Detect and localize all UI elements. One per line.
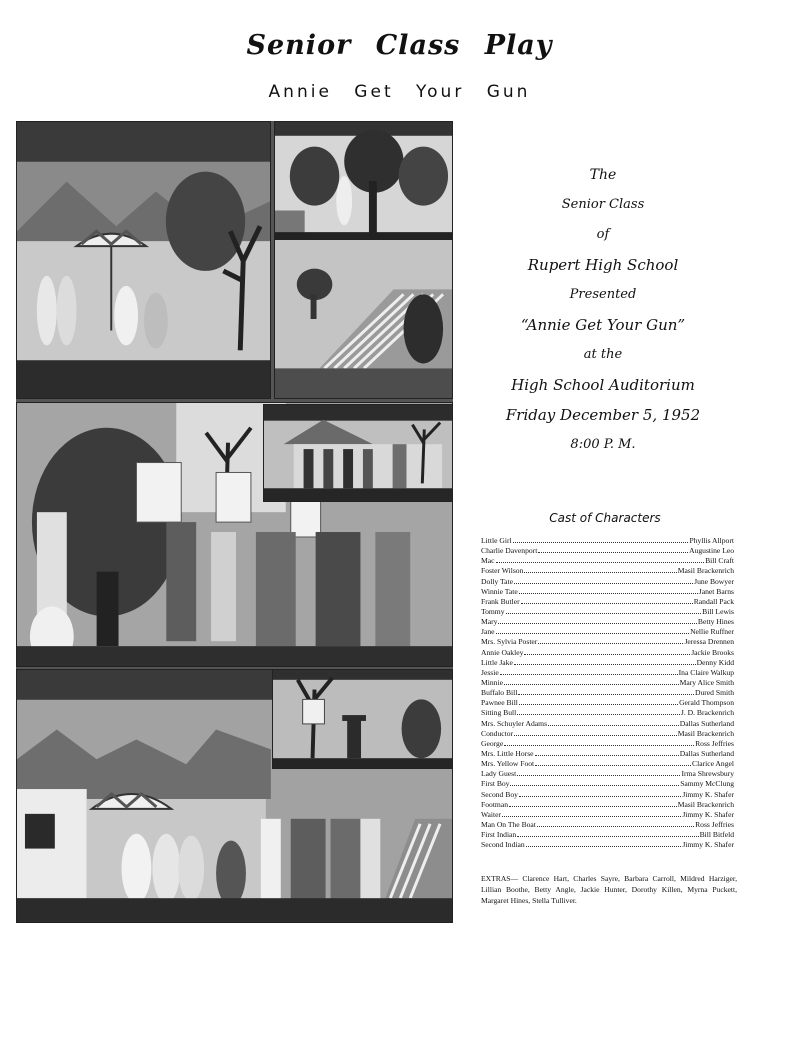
cast-role: Pawnee Bill <box>481 698 518 708</box>
leader-dots <box>535 759 691 766</box>
leader-dots <box>517 830 698 837</box>
cast-row <box>481 546 734 556</box>
cast-actor: Dured Smith <box>694 688 734 698</box>
cast-role: Mac <box>481 556 495 566</box>
announcement-line: Senior Class <box>561 197 645 212</box>
cast-actor: Denny Kidd <box>696 657 734 667</box>
cast-role: Minnie <box>481 677 503 687</box>
cast-actor: Dallas Sutherland <box>679 748 734 758</box>
leader-dots <box>538 546 688 553</box>
cast-role: First Boy <box>481 779 510 789</box>
cast-actor: Bill Bitfeld <box>699 830 734 840</box>
cast-row <box>481 566 734 576</box>
cast-actor: Ina Claire Walkup <box>678 667 734 677</box>
cast-row <box>481 597 734 607</box>
cast-row <box>481 648 734 658</box>
cast-role: Mrs. Yellow Foot <box>481 759 535 769</box>
announcement-line: at the <box>583 347 623 362</box>
cast-actor: J. D. Brackenrich <box>680 708 734 718</box>
cast-row <box>481 769 734 779</box>
leader-dots <box>496 556 705 563</box>
cast-row <box>481 719 734 729</box>
cast-actor: Jeressa Drennen <box>684 637 734 647</box>
cast-row <box>481 759 734 769</box>
cast-role: Lady Guest <box>481 769 517 779</box>
cast-role: Little Girl <box>481 536 512 545</box>
cast-row <box>481 637 734 647</box>
cast-actor: Masil Brackenrich <box>677 799 734 809</box>
leader-dots <box>500 668 678 675</box>
cast-actor: Janet Barns <box>698 586 734 596</box>
play-announcement <box>468 160 738 460</box>
leader-dots <box>526 840 682 847</box>
leader-dots <box>504 739 694 746</box>
cast-row <box>481 556 734 566</box>
photo-umbrella-scene <box>16 121 271 399</box>
play-subtitle: Annie Get Your Gun <box>268 82 531 102</box>
cast-extras: EXTRAS— Clarence Hart, Charles Sayre, Barbara Carroll, Mildred Harziger, Lillian Boothe, Betty Angle, Jackie Hunter, Dorothy Killen, Myrna Puckett, Margaret Hines, Stella Tulliver. <box>481 874 737 905</box>
leader-dots <box>521 597 693 604</box>
cast-row <box>481 587 734 597</box>
cast-actor: Dallas Sutherland <box>679 718 734 728</box>
photo-group-scene <box>263 404 453 502</box>
cast-actor: Jimmy K. Shafer <box>682 789 734 799</box>
leader-dots <box>535 749 679 756</box>
leader-dots <box>537 820 694 827</box>
cast-row <box>481 800 734 810</box>
cast-actor: Jimmy K. Shafer <box>682 809 734 819</box>
cast-list <box>481 536 734 850</box>
photo-fence-scene <box>274 239 453 399</box>
announcement-line: High School Auditorium <box>511 376 695 394</box>
cast-role: Second Boy <box>481 789 518 799</box>
cast-role: Mrs. Little Horse <box>481 748 534 758</box>
leader-dots <box>514 729 677 736</box>
cast-actor: Ross Jeffries <box>695 738 734 748</box>
cast-row <box>481 577 734 587</box>
cast-actor: Betty Hines <box>697 617 734 627</box>
cast-role: Conductor <box>481 728 514 738</box>
announcement-line: 8:00 P. M. <box>570 437 636 452</box>
leader-dots <box>514 658 696 665</box>
leader-dots <box>524 648 690 655</box>
cast-role: Dolly Tate <box>481 576 514 586</box>
cast-actor: Mary Alice Smith <box>679 677 734 687</box>
announcement-line: Friday December 5, 1952 <box>505 406 701 424</box>
cast-role: Mary <box>481 617 498 627</box>
cast-row <box>481 820 734 830</box>
announcement-line: “Annie Get Your Gun” <box>520 316 686 334</box>
cast-actor: Jimmy K. Shafer <box>682 840 734 850</box>
cast-row <box>481 749 734 759</box>
cast-actor: Masil Brackenrich <box>677 728 734 738</box>
cast-role: Charlie Davenport <box>481 546 538 556</box>
cast-row <box>481 698 734 708</box>
leader-dots <box>510 779 679 786</box>
cast-role: Foster Wilson <box>481 566 524 576</box>
cast-row <box>481 536 734 546</box>
cast-role: Waiter <box>481 809 502 819</box>
leader-dots <box>498 617 696 624</box>
leader-dots <box>524 566 676 573</box>
cast-actor: Bill Lewis <box>702 606 734 616</box>
photo-trees-scene <box>274 121 453 241</box>
cast-actor: June Bowyer <box>694 576 734 586</box>
cast-actor: Jackie Brooks <box>691 647 734 657</box>
cast-row <box>481 688 734 698</box>
leader-dots <box>517 708 680 715</box>
leader-dots <box>506 607 702 614</box>
cast-actor: Augustine Leo <box>689 546 734 556</box>
cast-role: Jessie <box>481 667 499 677</box>
leader-dots <box>538 637 683 644</box>
cast-actor: Sammy McClung <box>680 779 734 789</box>
cast-row <box>481 779 734 789</box>
photo-tree-house-scene <box>272 669 453 769</box>
cast-row <box>481 840 734 850</box>
leader-dots <box>496 627 690 634</box>
announcement-line: of <box>596 227 610 242</box>
cast-actor: Nellie Ruffner <box>690 627 734 637</box>
cast-row <box>481 708 734 718</box>
cast-actor: Bill Craft <box>705 556 734 566</box>
leader-dots <box>504 678 679 685</box>
cast-role: Sitting Bull <box>481 708 517 718</box>
photo-collage <box>16 121 453 923</box>
cast-role: Jane <box>481 627 495 637</box>
cast-actor: Phyllis Allport <box>689 536 734 545</box>
cast-row <box>481 830 734 840</box>
leader-dots <box>518 688 694 695</box>
leader-dots <box>514 577 693 584</box>
cast-row <box>481 607 734 617</box>
cast-actor: Gerald Thompson <box>679 698 734 708</box>
cast-row <box>481 617 734 627</box>
leader-dots <box>548 719 679 726</box>
cast-role: Man On The Boat <box>481 819 536 829</box>
leader-dots <box>519 587 698 594</box>
cast-role: Little Jake <box>481 657 513 667</box>
announcement-line: Presented <box>569 287 637 302</box>
cast-row <box>481 729 734 739</box>
cast-row <box>481 790 734 800</box>
cast-heading: Cast of Characters <box>549 511 661 525</box>
cast-role: Frank Butler <box>481 596 520 606</box>
cast-actor: Ross Jeffries <box>695 819 734 829</box>
leader-dots <box>513 536 689 543</box>
leader-dots <box>519 698 678 705</box>
cast-row <box>481 668 734 678</box>
cast-role: George <box>481 738 504 748</box>
cast-actor: Clarice Angel <box>692 759 734 769</box>
announcement-line: Rupert High School <box>527 256 679 274</box>
cast-role: Footman <box>481 799 509 809</box>
cast-row <box>481 627 734 637</box>
cast-role: Second Indian <box>481 840 525 850</box>
cast-actor: Masil Brackenrich <box>677 566 734 576</box>
leader-dots <box>502 810 681 817</box>
leader-dots <box>519 790 681 797</box>
leader-dots <box>517 769 680 776</box>
announcement-line: The <box>589 167 617 183</box>
leader-dots <box>509 800 677 807</box>
cast-row <box>481 810 734 820</box>
cast-role: Annie Oakley <box>481 647 524 657</box>
page-title: Senior Class Play <box>246 30 553 61</box>
cast-row <box>481 678 734 688</box>
cast-actor: Irma Shrewsbury <box>681 769 734 779</box>
cast-role: Mrs. Schuyler Adams <box>481 718 548 728</box>
cast-role: First Indian <box>481 830 517 840</box>
cast-role: Buffalo Bill <box>481 688 518 698</box>
cast-role: Winnie Tate <box>481 586 518 596</box>
cast-role: Tommy <box>481 606 505 616</box>
cast-role: Mrs. Sylvia Poster <box>481 637 538 647</box>
cast-actor: Randall Pack <box>693 596 734 606</box>
cast-row <box>481 658 734 668</box>
cast-row <box>481 739 734 749</box>
